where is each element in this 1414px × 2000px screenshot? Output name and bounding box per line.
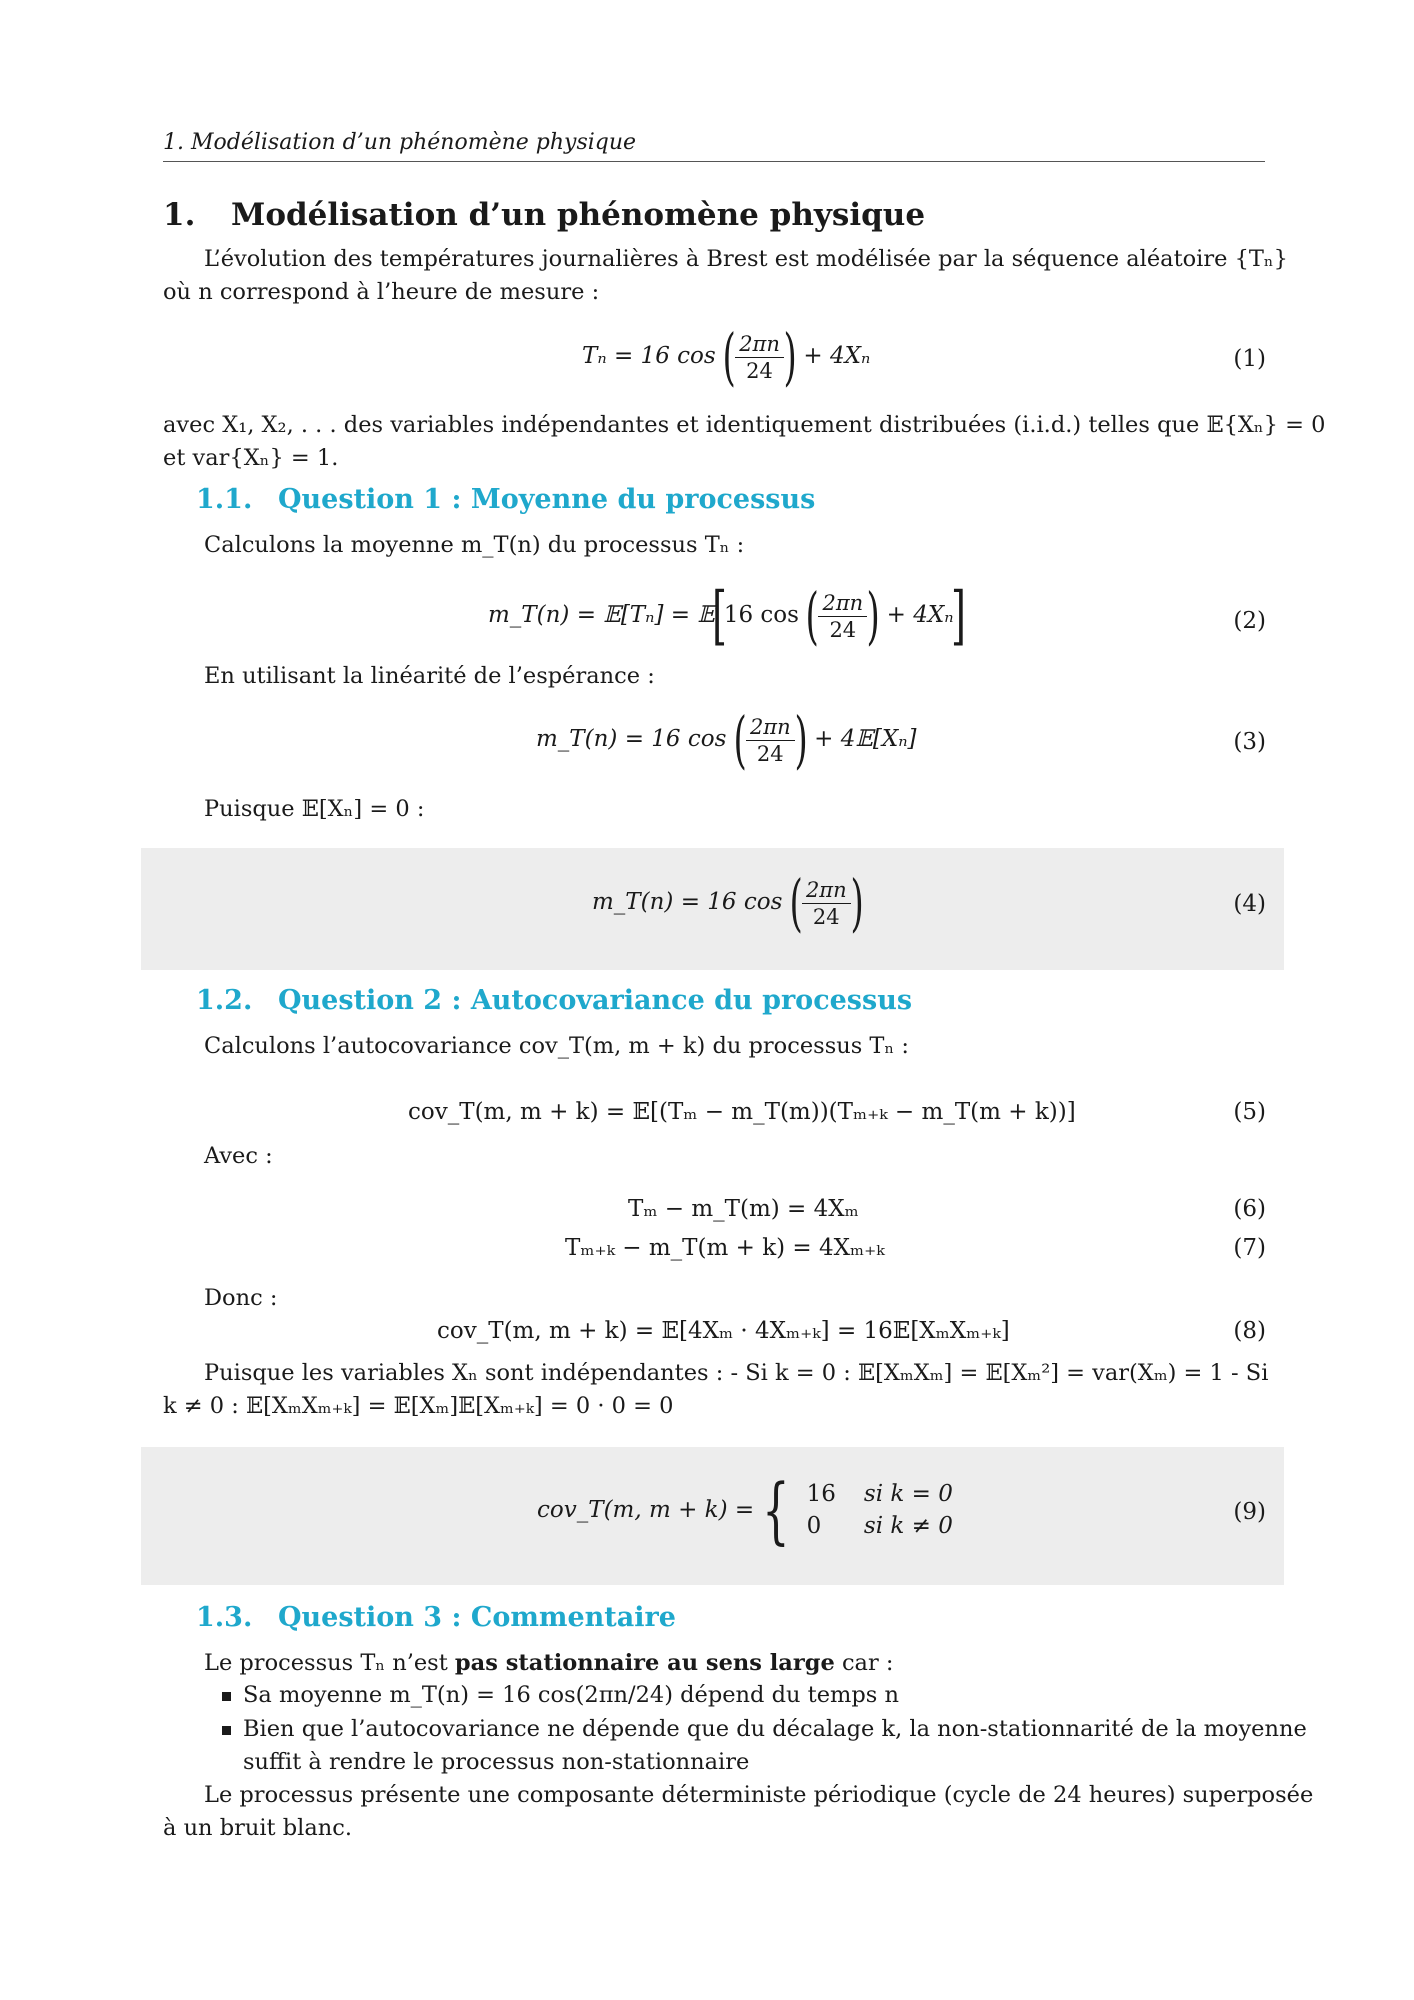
conclusion-line-2: à un bruit blanc. [163,1815,352,1841]
eq1-tag: (1) [1233,346,1266,372]
eq3-paren-open: ( [733,703,747,776]
eq4-denominator: 24 [812,904,840,929]
q3-title: Question 3 : Commentaire [278,1602,676,1633]
conclusion-line-1: Le processus présente une composante déterministe périodique (cycle de 24 heures) superposée [204,1782,1314,1808]
eq4-lhs: m_T(n) = 16 cos [592,889,783,915]
q1-title: Question 1 : Moyenne du processus [278,484,816,515]
q1-line-3: Puisque 𝔼[Xₙ] = 0 : [204,796,425,822]
eq2-rhs: + 4Xₙ [886,602,954,628]
eq9-case2-value: 0 [806,1513,822,1539]
bullet-2-text-a: Bien que l’autocovariance ne dépende que du décalage k, la non-stationnarité de la moyenne [243,1716,1307,1742]
eq1-rhs: + 4Xₙ [803,343,871,369]
eq4-numerator: 2πn [802,877,851,904]
equation-1 [582,320,871,393]
eq8-tag: (8) [1233,1318,1266,1344]
subsection-q2-heading [196,983,912,1019]
eq2-paren-open: ( [805,579,820,652]
running-header: 1. Modélisation d’un phénomène physique [163,128,1265,162]
eq9-case1-value: 16 [806,1481,836,1507]
eq3-tag: (3) [1233,729,1266,755]
eq2-numerator: 2πn [818,590,867,617]
eq9-tag: (9) [1233,1499,1266,1525]
eq1-lhs: Tₙ = 16 cos [582,343,716,369]
section-number: 1. [163,197,196,233]
eq2-bracket-open: [ [711,579,727,653]
intro-line-2: où n correspond à l’heure de mesure : [163,279,600,305]
eq9-case-row [799,1478,961,1510]
after-eq1-line-2: et var{Xₙ} = 1. [163,445,339,471]
equation-7: Tₘ₊ₖ − m_T(m + k) = 4Xₘ₊ₖ [565,1235,885,1261]
equation-8: cov_T(m, m + k) = 𝔼[4Xₘ · 4Xₘ₊ₖ] = 16𝔼[XₘXₘ₊ₖ] [437,1318,1010,1344]
eq2-fraction [818,590,867,643]
q3-lead-a: Le processus Tₙ n’est [204,1650,455,1676]
eq1-denominator: 24 [746,358,773,383]
equation-3 [536,703,917,776]
eq9-lhs: cov_T(m, m + k) = [537,1497,755,1523]
q2-title: Question 2 : Autocovariance du processus [278,985,913,1016]
equation-5: cov_T(m, m + k) = 𝔼[(Tₘ − m_T(m))(Tₘ₊ₖ − m_T(m + k))] [408,1099,1076,1125]
equation-9 [537,1468,961,1552]
eq4-fraction [802,877,851,930]
eq3-fraction [746,714,795,767]
eq2-lhs: m_T(n) = 𝔼[Tₙ] = 𝔼 [488,602,715,628]
eq2-paren-close: ) [866,579,880,652]
eq2-tag: (2) [1233,608,1266,634]
eq3-numerator: 2πn [746,714,795,741]
eq5-tag: (5) [1233,1099,1266,1125]
q2-line-4a: Puisque les variables Xₙ sont indépendantes : - Si k = 0 : 𝔼[XₘXₘ] = 𝔼[Xₘ²] = var(Xₘ) = 1 - Si [204,1360,1269,1386]
q3-lead-b: car : [834,1650,894,1676]
q2-line-1: Calculons l’autocovariance cov_T(m, m + k) du processus Tₙ : [204,1033,909,1059]
eq2-mid: 16 cos [723,602,799,628]
eq4-paren-open: ( [789,866,803,939]
section-heading [163,195,925,235]
q3-lead-bold: pas stationnaire au sens large [454,1650,835,1676]
q2-line-4b: k ≠ 0 : 𝔼[XₘXₘ₊ₖ] = 𝔼[Xₘ]𝔼[Xₘ₊ₖ] = 0 · 0 = 0 [163,1393,674,1419]
bullet-1-text: Sa moyenne m_T(n) = 16 cos(2πn/24) dépend du temps n [243,1682,899,1708]
eq6-tag: (6) [1233,1196,1266,1222]
q2-donc: Donc : [204,1285,278,1311]
q3-lead [204,1647,893,1680]
subsection-q3-heading [196,1600,676,1636]
eq9-case2-condition: si k ≠ 0 [863,1513,953,1539]
eq9-cases [799,1478,961,1542]
subsection-q1-heading [196,482,815,518]
q1-line-2: En utilisant la linéarité de l’espérance : [204,663,655,689]
eq2-denominator: 24 [829,617,857,642]
eq1-fraction [735,331,784,384]
equation-6: Tₘ − m_T(m) = 4Xₘ [628,1196,859,1222]
q1-number: 1.1. [196,484,253,515]
eq1-numerator: 2πn [735,331,784,358]
equation-2 [488,579,966,653]
eq7-tag: (7) [1233,1235,1266,1261]
bullet-1-marker [222,1692,231,1701]
equation-4 [592,866,864,939]
eq4-paren-close: ) [850,866,864,939]
q2-number: 1.2. [196,985,253,1016]
eq9-case-row [799,1510,961,1542]
eq1-paren-open: ( [722,320,736,393]
intro-line-1: L’évolution des températures journalières à Brest est modélisée par la séquence aléatoire {Tₙ} [204,246,1288,272]
eq4-tag: (4) [1233,891,1266,917]
eq3-denominator: 24 [756,741,784,766]
eq3-paren-close: ) [794,703,808,776]
q2-avec: Avec : [204,1143,273,1169]
eq2-bracket-close: ] [950,579,966,653]
q1-line-1: Calculons la moyenne m_T(n) du processus Tₙ : [204,532,745,558]
eq9-brace: { [762,1468,791,1552]
eq9-case1-condition: si k = 0 [863,1481,953,1507]
bullet-2-marker [222,1726,231,1735]
bullet-2-text-b: suffit à rendre le processus non-stationnaire [243,1749,750,1775]
eq1-paren-close: ) [783,320,797,393]
eq3-lhs: m_T(n) = 16 cos [536,726,727,752]
section-title: Modélisation d’un phénomène physique [231,197,926,233]
after-eq1-line-1: avec X₁, X₂, . . . des variables indépendantes et identiquement distribuées (i.i.d.) telles que 𝔼{Xₙ} = 0 [163,412,1326,438]
q3-number: 1.3. [196,1602,253,1633]
eq3-rhs: + 4𝔼[Xₙ] [814,726,917,752]
